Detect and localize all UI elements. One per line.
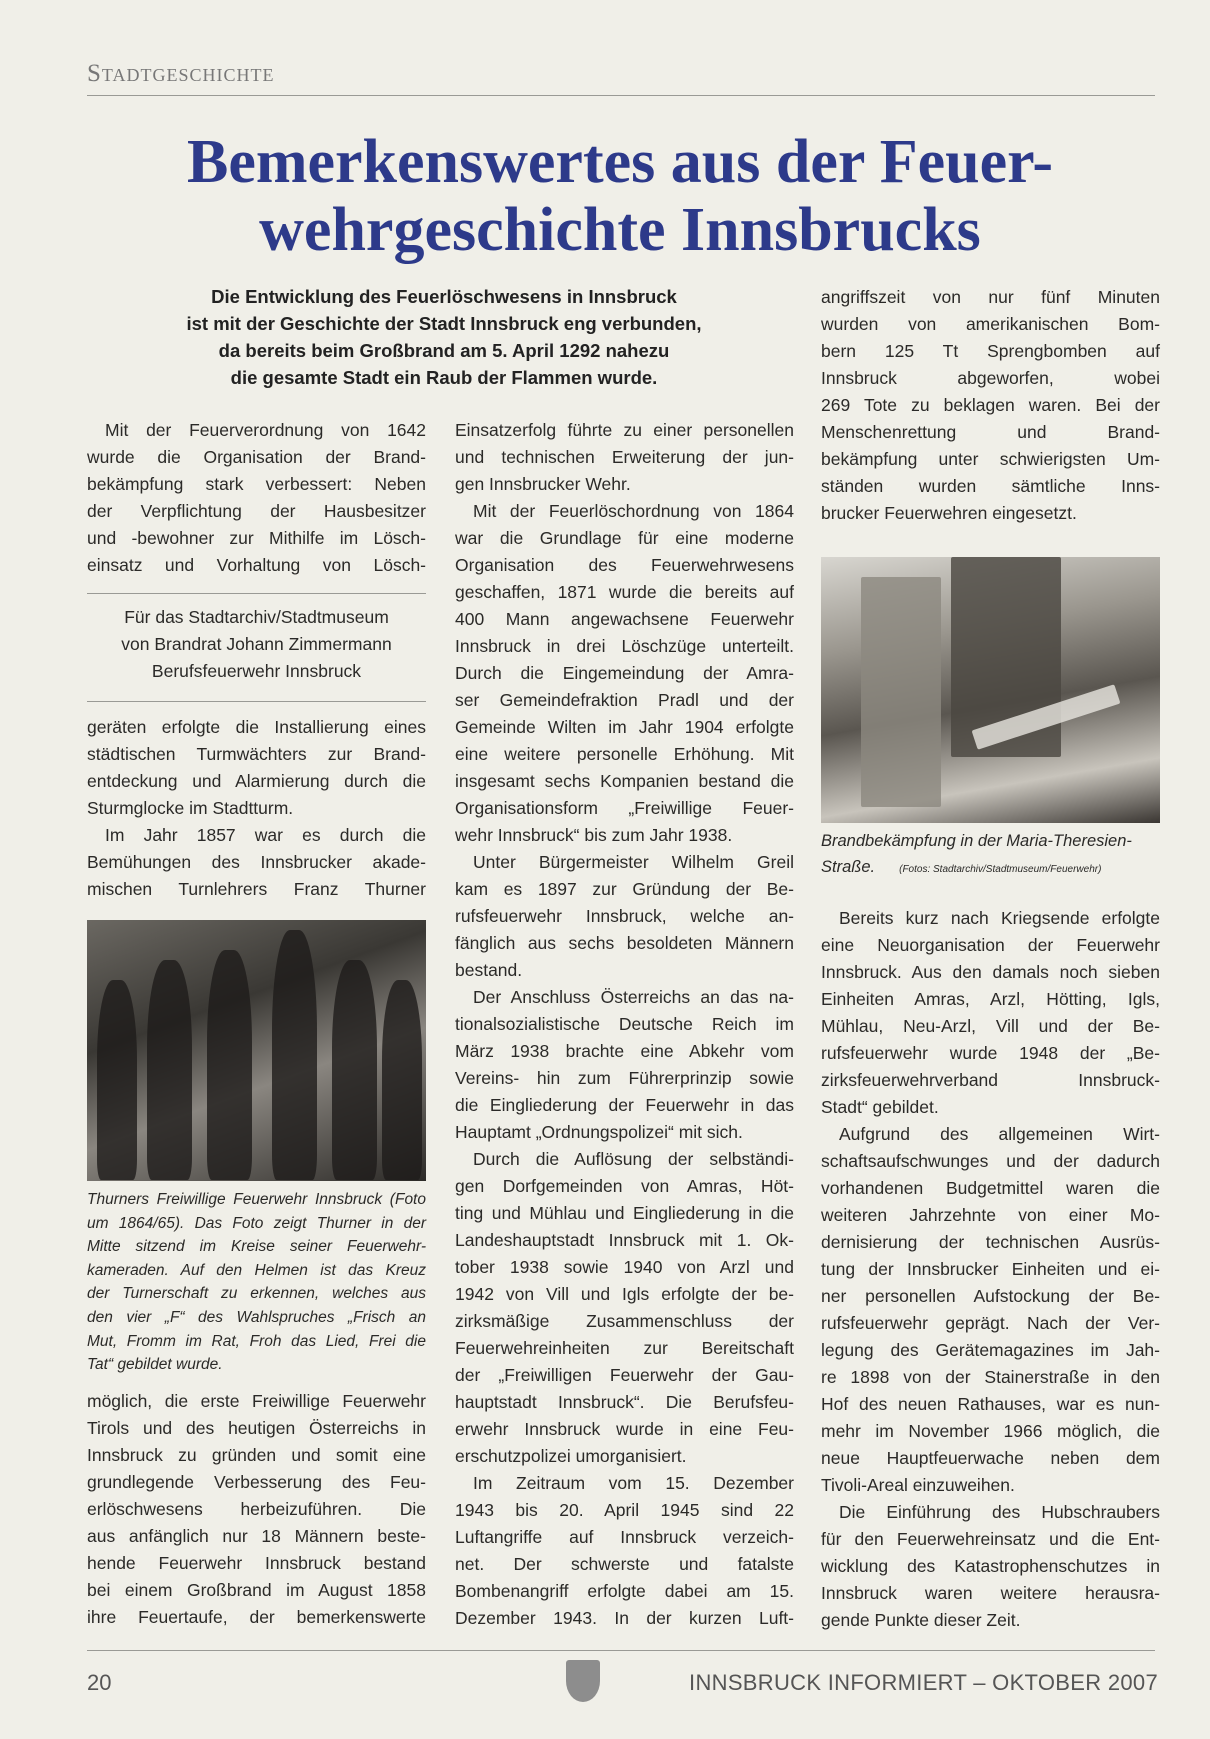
title-line: wehrgeschichte Innsbrucks [259,196,981,264]
text-line: tionalsozialistische Deutsche Reich im [455,1014,794,1034]
text-line: Dezember 1943. In der kurzen Luft- [455,1608,794,1628]
text-line: wicklung des Katastrophenschutzes in [821,1556,1160,1576]
text-line: ständen wurden sämtliche Inns- [821,476,1160,496]
text-line: ner personellen Aufstockung der Be- [821,1286,1160,1306]
article-title [70,128,1170,264]
column-3-block-b [821,905,1160,1634]
caption-line: der Turnerschaft zu erkennen, welches aus [87,1285,426,1303]
lead-line: die gesamte Stadt ein Raub der Flammen wurde. [230,367,658,388]
text-line: gen Innsbrucker Wehr. [455,474,631,494]
text-line: Im Jahr 1857 war es durch die [105,825,426,845]
text-line: 1942 von Vill und Igls erfolgte der be- [455,1284,794,1304]
magazine-issue: INNSBRUCK INFORMIERT – OKTOBER 2007 [689,1670,1158,1695]
text-line: gen Dorfgemeinden von Amras, Höt- [455,1176,794,1196]
text-line: Hauptamt „Ordnungspolizei“ mit sich. [455,1122,743,1142]
text-line: insgesamt sechs Kompanien bestand die [455,771,794,791]
column-1-block-b [87,714,426,903]
text-line: Im Zeitraum vom 15. Dezember [473,1473,794,1493]
text-line: rufsfeuerwehr wurde 1948 der „Be- [821,1043,1160,1063]
page-number: 20 [87,1670,112,1695]
text-line: weiteren Jahrzehnte von einer Mo- [821,1205,1160,1225]
text-line: gende Punkte dieser Zeit. [821,1610,1021,1630]
byline-rule-top [87,593,426,594]
text-line: bei einem Großbrand im August 1858 [87,1580,426,1600]
text-line: Stadt“ gebildet. [821,1097,939,1117]
text-line: Innsbruck. Aus den damals noch sieben [821,962,1160,982]
text-line: der Verpflichtung der Hausbesitzer [87,501,426,521]
text-line: tober 1938 sowie 1940 von Arzl und [455,1257,794,1277]
text-line: Feuerwehreinheiten zur Bereitschaft [455,1338,794,1358]
text-line: Bombenangriff erfolgte dabei am 15. [455,1581,794,1601]
photo-maria-theresien-strasse [821,557,1160,823]
text-line: Gemeinde Wilten im Jahr 1904 erfolgte [455,717,794,737]
text-line: vorhandenen Budgetmittel waren die [821,1178,1160,1198]
text-line: wurde die Organisation der Brand- [87,447,426,467]
text-line: Mit der Feuerverordnung von 1642 [105,420,426,440]
caption-line: um 1864/65). Das Foto zeigt Thurner in der [87,1214,426,1232]
text-line: Hof des neuen Rathauses, war es nun- [821,1394,1160,1414]
photo-caption-1 [87,1188,426,1377]
column-2 [455,417,794,1632]
caption-line: Straße. [821,858,876,876]
text-line: Unter Bürgermeister Wilhelm Greil [473,852,794,872]
caption-line: Brandbekämpfung in der Maria-Theresien- [821,832,1132,850]
text-line: erschutzpolizei umorganisiert. [455,1446,687,1466]
text-line: Organisation des Feuerwehrwesens [455,555,794,575]
text-line: zirksfeuerwehrverband Innsbruck- [821,1070,1160,1090]
text-line: städtischen Turmwächters zur Brand- [87,744,426,764]
column-3-block-a [821,284,1160,527]
text-line: fänglich aus sechs besoldeten Männern [455,933,794,953]
text-line: der „Freiwilligen Feuerwehr der Gau- [455,1365,794,1385]
text-line: angriffszeit von nur fünf Minuten [821,287,1160,307]
text-line: Einheiten Amras, Arzl, Hötting, Igls, [821,989,1160,1009]
text-line: dernisierung der technischen Ausrüs- [821,1232,1160,1252]
text-line: zirksmäßige Zusammenschluss der [455,1311,794,1331]
text-line: bekämpfung unter schwierigsten Um- [821,449,1160,469]
header-rule [87,95,1155,96]
text-line: schaftsaufschwunges und der dadurch [821,1151,1160,1171]
text-line: Innsbruck in drei Löschzüge unterteilt. [455,636,794,656]
text-line: aus anfänglich nur 18 Männern beste- [87,1526,426,1546]
text-line: und -bewohner zur Mithilfe im Lösch- [87,528,426,548]
text-line: mehr im November 1966 möglich, die [821,1421,1160,1441]
innsbruck-crest-icon [566,1660,600,1702]
caption-line: kameraden. Auf den Helmen ist das Kreuz [87,1261,426,1279]
text-line: wurden von amerikanischen Bom- [821,314,1160,334]
column-1-block-c [87,1388,426,1631]
text-line: mischen Turnlehrers Franz Thurner [87,879,426,899]
text-line: hauptstadt Innsbruck“. Die Berufsfeu- [455,1392,794,1412]
text-line: net. Der schwerste und fatalste [455,1554,794,1574]
text-line: und technischen Erweiterung der jun- [455,447,794,467]
text-line: Durch die Eingemeindung der Amra- [455,663,794,683]
caption-line: Thurners Freiwillige Feuerwehr Innsbruck (Foto [87,1191,426,1208]
text-line: ihre Feuertaufe, der bemerkenswerte [87,1607,426,1627]
text-line: Organisationsform „Freiwillige Feuer- [455,798,794,818]
text-line: Mit der Feuerlöschordnung von 1864 [473,501,794,521]
text-line: Sturmglocke im Stadtturm. [87,798,294,818]
text-line: Menschenrettung und Brand- [821,422,1160,442]
caption-line: Mut, Fromm im Rat, Froh das Lied, Frei die [87,1332,426,1350]
section-label: Stadtgeschichte [87,60,275,87]
text-line: einsatz und Vorhaltung von Lösch- [87,555,426,575]
text-line: Bereits kurz nach Kriegsende erfolgte [839,908,1160,928]
text-line: März 1938 brachte eine Abkehr vom [455,1041,794,1061]
title-line: Bemerkenswertes aus der Feuer- [186,128,1054,196]
byline-author-affiliation: Berufsfeuerwehr Innsbruck [151,661,362,681]
byline [87,604,426,685]
text-line: Bemühungen des Innsbrucker akade- [87,852,426,872]
text-line: Durch die Auflösung der selbständi- [473,1149,794,1169]
text-line: wehr Innsbruck“ bis zum Jahr 1938. [455,825,733,845]
text-line: rufsfeuerwehr geprägt. Nach der Ver- [821,1313,1160,1333]
text-line: neue Hauptfeuerwache neben dem [821,1448,1160,1468]
text-line: re 1898 von der Stainerstraße in den [821,1367,1160,1387]
caption-line: Tat“ gebildet wurde. [87,1356,223,1374]
byline-rule-bottom [87,701,426,702]
text-line: für den Feuerwehreinsatz und die Ent- [821,1529,1160,1549]
text-line: geschaffen, 1871 wurde die bereits auf [455,582,794,602]
text-line: Tivoli-Areal einzuweihen. [821,1475,1015,1495]
text-line: eine Neuorganisation der Feuerwehr [821,935,1160,955]
text-line: ting und Mühlau und Eingliederung in die [455,1203,794,1223]
text-line: war die Grundlage für eine moderne [455,528,794,548]
lead-line: ist mit der Geschichte der Stadt Innsbruck eng verbunden, [186,313,702,334]
text-line: 400 Mann angewachsene Feuerwehr [455,609,794,629]
lead-paragraph [89,283,799,391]
text-line: bestand. [455,960,523,980]
footer-rule [87,1650,1155,1651]
photo-thurner-fire-brigade [87,920,426,1181]
text-line: Innsbruck abgeworfen, wobei [821,368,1160,388]
text-line: Einsatzerfolg führte zu einer personellen [455,420,794,440]
text-line: Tirols und des heutigen Österreichs in [87,1418,426,1438]
photo-caption-2 [821,828,1160,883]
text-line: Der Anschluss Österreichs an das na- [473,987,794,1007]
lead-line: da bereits beim Großbrand am 5. April 1292 nahezu [218,340,670,361]
text-line: entdeckung und Alarmierung durch die [87,771,426,791]
text-line: Vereins- hin zum Führerprinzip sowie [455,1068,794,1088]
text-line: brucker Feuerwehren eingesetzt. [821,503,1077,523]
text-line: eine weitere personelle Erhöhung. Mit [455,744,794,764]
text-line: erlöschwesens herbeizuführen. Die [87,1499,426,1519]
text-line: 1943 bis 20. April 1945 sind 22 [455,1500,794,1520]
text-line: Luftangriffe auf Innsbruck verzeich- [455,1527,794,1547]
lead-line: Die Entwicklung des Feuerlöschwesens in Innsbruck [211,286,677,307]
caption-line: den vier „F“ des Wahlspruches „Frisch an [87,1308,426,1326]
text-line: tung der Innsbrucker Einheiten und ei- [821,1259,1160,1279]
text-line: kam es 1897 zur Gründung der Be- [455,879,794,899]
caption-line: Mitte sitzend im Kreise seiner Feuerwehr- [87,1238,426,1256]
text-line: Die Einführung des Hubschraubers [839,1502,1160,1522]
text-line: Mühlau, Neu-Arzl, Vill und der Be- [821,1016,1160,1036]
text-line: bern 125 Tt Sprengbomben auf [821,341,1160,361]
text-line: rufsfeuerwehr Innsbruck, welche an- [455,906,794,926]
text-line: Aufgrund des allgemeinen Wirt- [839,1124,1160,1144]
photo-credit: (Fotos: Stadtarchiv/Stadtmuseum/Feuerwehr) [899,864,1102,875]
byline-line: Für das Stadtarchiv/Stadtmuseum [124,607,389,627]
byline-line: von Brandrat Johann Zimmermann [121,634,392,654]
text-line: 269 Tote zu beklagen waren. Bei der [821,395,1160,415]
text-line: legung des Gerätemagazines im Jah- [821,1340,1160,1360]
text-line: die Eingliederung der Feuerwehr in das [455,1095,794,1115]
text-line: Innsbruck zu gründen und somit eine [87,1445,426,1465]
text-line: bekämpfung stark verbessert: Neben [87,474,426,494]
text-line: hende Feuerwehr Innsbruck bestand [87,1553,426,1573]
text-line: geräten erfolgte die Installierung eines [87,717,426,737]
column-1-block-a [87,417,426,579]
text-line: erwehr Innsbruck wurde in eine Feu- [455,1419,794,1439]
text-line: Innsbruck waren weitere herausra- [821,1583,1160,1603]
text-line: grundlegende Verbesserung des Feu- [87,1472,426,1492]
text-line: Landeshauptstadt Innsbruck mit 1. Ok- [455,1230,794,1250]
text-line: ser Gemeindefraktion Pradl und der [455,690,794,710]
text-line: möglich, die erste Freiwillige Feuerwehr [87,1391,426,1411]
